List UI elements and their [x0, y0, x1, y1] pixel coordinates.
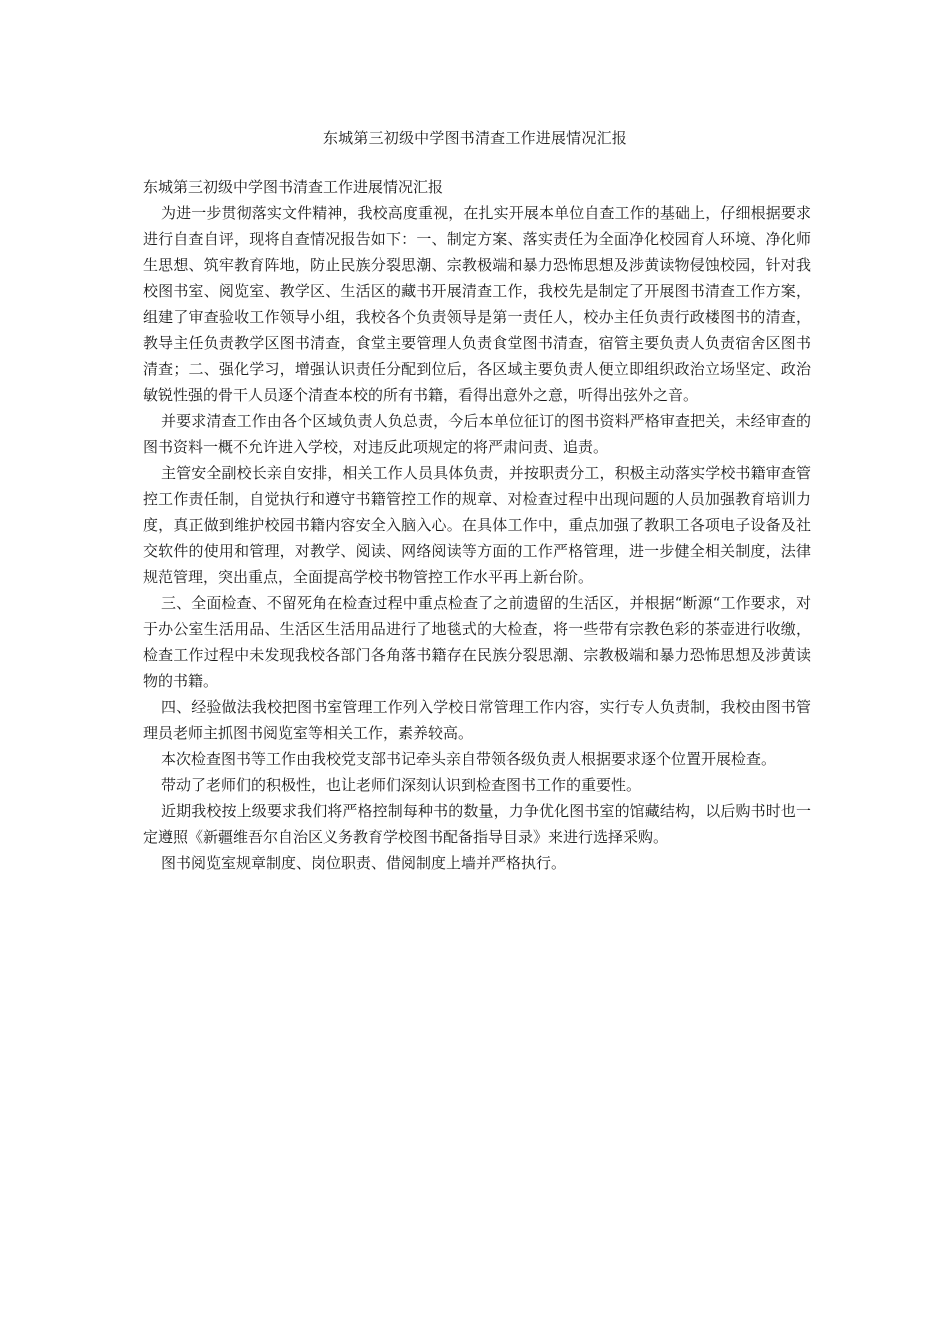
paragraph-party-secretary: 本次检查图书等工作由我校党支部书记牵头亲自带领各级负责人根据要求逐个位置开展检查。 — [161, 750, 777, 768]
paragraph-full-inspection: 三、全面检查、不留死角在检查过程中重点检查了之前遗留的生活区，并根据“断源“工作要求，对于办公室生活用品、生活区生活用品进行了地毯式的大检查，将一些带有宗教色彩的茶壶进行收缴，检查工作过程中未发现我校各部门各角落书籍存在民族分裂思潮、宗教极端和暴力恐怖思想及涉黄读物的书籍。 — [143, 594, 811, 690]
paragraph-experience: 四、经验做法我校把图书室管理工作列入学校日常管理工作内容，实行专人负责制，我校由图书管理员老师主抓图书阅览室等相关工作，素养较高。 — [143, 698, 811, 742]
paragraph-procurement: 近期我校按上级要求我们将严格控制每种书的数量，力争优化图书室的馆藏结构，以后购书时也一定遵照《新疆维吾尔自治区义务教育学校图书配备指导目录》来进行选择采购。 — [143, 802, 811, 846]
document-subtitle: 东城第三初级中学图书清查工作进展情况汇报 — [143, 178, 444, 196]
paragraph-regulations: 图书阅览室规章制度、岗位职责、借阅制度上墙并严格执行。 — [161, 854, 567, 872]
document-body — [143, 174, 811, 876]
document-title: 东城第三初级中学图书清查工作进展情况汇报 — [322, 129, 627, 147]
paragraph-intro: 为进一步贯彻落实文件精神，我校高度重视，在扎实开展本单位自查工作的基础上，仔细根据要求进行自查自评，现将自查情况报告如下：一、制定方案、落实责任为全面净化校园育人环境、净化师生思想、筑牢教育阵地，防止民族分裂思潮、宗教极端和暴力恐怖思想及涉黄读物侵蚀校园，针对我校图书室、阅览室、教学区、生活区的藏书开展清查工作，我校先是制定了开展图书清查工作方案，组建了审查验收工作领导小组，我校各个负责领导是第一责任人，校办主任负责行政楼图书的清查，教导主任负责教学区图书清查，食堂主要管理人负责食堂图书清查，宿管主要负责人负责宿舍区图书清查；二、强化学习，增强认识责任分配到位后，各区域主要负责人便立即组织政治立场坚定、政治敏锐性强的骨干人员逐个清查本校的所有书籍，看得出意外之意，听得出弦外之音。 — [143, 204, 811, 404]
paragraph-safety-management: 主管安全副校长亲自安排，相关工作人员具体负责，并按职责分工，积极主动落实学校书籍审查管控工作责任制，自觉执行和遵守书籍管控工作的规章、对检查过程中出现问题的人员加强教育培训力度，真正做到维护校园书籍内容安全入脑入心。在具体工作中，重点加强了教职工各项电子设备及社交软件的使用和管理，对教学、阅读、网络阅读等方面的工作严格管理，进一步健全相关制度，法律规范管理，突出重点，全面提高学校书物管控工作水平再上新台阶。 — [143, 464, 811, 586]
paragraph-responsibility: 并要求清查工作由各个区域负责人负总责，今后本单位征订的图书资料严格审查把关，未经审查的图书资料一概不允许进入学校，对违反此项规定的将严肃问责、追责。 — [143, 412, 811, 456]
paragraph-teachers: 带动了老师们的积极性，也让老师们深刻认识到检查图书工作的重要性。 — [161, 776, 642, 794]
